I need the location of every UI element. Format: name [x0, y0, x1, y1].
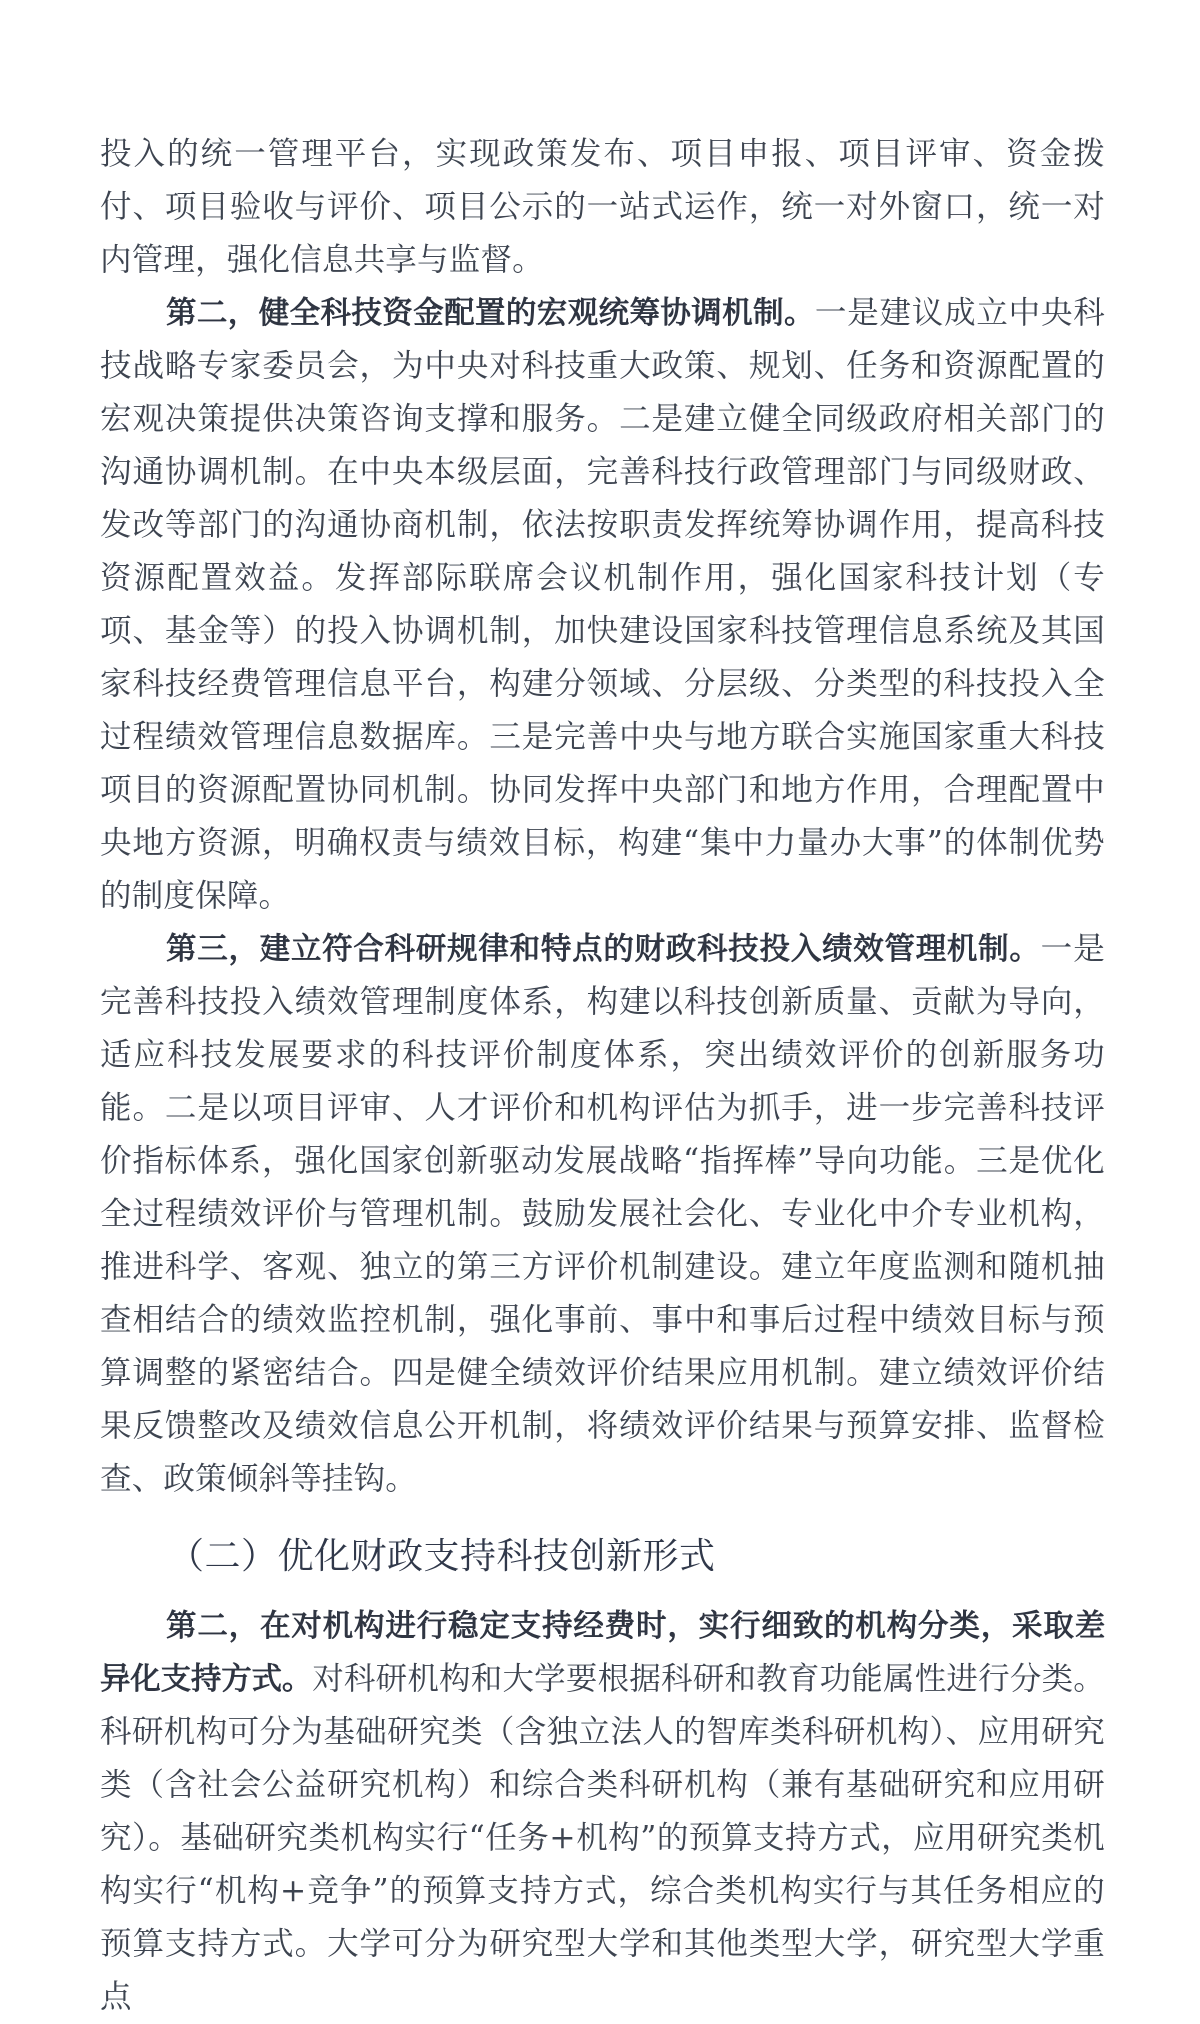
- section-heading-two: （二）优化财政支持科技创新形式: [168, 1536, 716, 1577]
- paragraph-lead-bold: 第二，在对机构进行稳定支持经费时，实行细致的机构分类，采取差异化支持方式。: [100, 1609, 1105, 1697]
- paragraph-lead-bold: 第三，建立符合科研规律和特点的财政科技投入绩效管理机制。: [166, 932, 1041, 967]
- paragraph-point-two: [100, 287, 1105, 923]
- paragraph-point-three: [100, 923, 1105, 1506]
- paragraph-text: 对科研机构和大学要根据科研和教育功能属性进行分类。科研机构可分为基础研究类（含独立法人的智库类科研机构）、应用研究类（含社会公益研究机构）和综合类科研机构（兼有基础研究和应用研究）。基础研究类机构实行“任务+机构”的预算支持方式，应用研究类机构实行“机构+竞争”的预算支持方式，综合类机构实行与其任务相应的预算支持方式。大学可分为研究型大学和其他类型大学，研究型大学重点: [100, 1661, 1105, 2015]
- paragraph-text: 投入的统一管理平台，实现政策发布、项目申报、项目评审、资金拨付、项目验收与评价、项目公示的一站式运作，统一对外窗口，统一对内管理，强化信息共享与监督。: [100, 136, 1105, 278]
- paragraph-lead-bold: 第二，健全科技资金配置的宏观统筹协调机制。: [166, 296, 815, 331]
- paragraph-section-two-point-two: [100, 1600, 1105, 2024]
- paragraph-text: 一是完善科技投入绩效管理制度体系，构建以科技创新质量、贡献为导向，适应科技发展要求的科技评价制度体系，突出绩效评价的创新服务功能。二是以项目评审、人才评价和机构评估为抓手，进一步完善科技评价指标体系，强化国家创新驱动发展战略“指挥棒”导向功能。三是优化全过程绩效评价与管理机制。鼓励发展社会化、专业化中介专业机构，推进科学、客观、独立的第三方评价机制建设。建立年度监测和随机抽查相结合的绩效监控机制，强化事前、事中和事后过程中绩效目标与预算调整的紧密结合。四是健全绩效评价结果应用机制。建立绩效评价结果反馈整改及绩效信息公开机制，将绩效评价结果与预算安排、监督检查、政策倾斜等挂钩。: [100, 931, 1105, 1497]
- document-body: [100, 128, 1105, 2024]
- paragraph-continuation: [100, 128, 1105, 287]
- paragraph-text: 一是建议成立中央科技战略专家委员会，为中央对科技重大政策、规划、任务和资源配置的宏观决策提供决策咨询支撑和服务。二是建立健全同级政府相关部门的沟通协调机制。在中央本级层面，完善科技行政管理部门与同级财政、发改等部门的沟通协商机制，依法按职责发挥统筹协调作用，提高科技资源配置效益。发挥部际联席会议机制作用，强化国家科技计划（专项、基金等）的投入协调机制，加快建设国家科技管理信息系统及其国家科技经费管理信息平台，构建分领域、分层级、分类型的科技投入全过程绩效管理信息数据库。三是完善中央与地方联合实施国家重大科技项目的资源配置协同机制。协同发挥中央部门和地方作用，合理配置中央地方资源，明确权责与绩效目标，构建“集中力量办大事”的体制优势的制度保障。: [100, 295, 1105, 914]
